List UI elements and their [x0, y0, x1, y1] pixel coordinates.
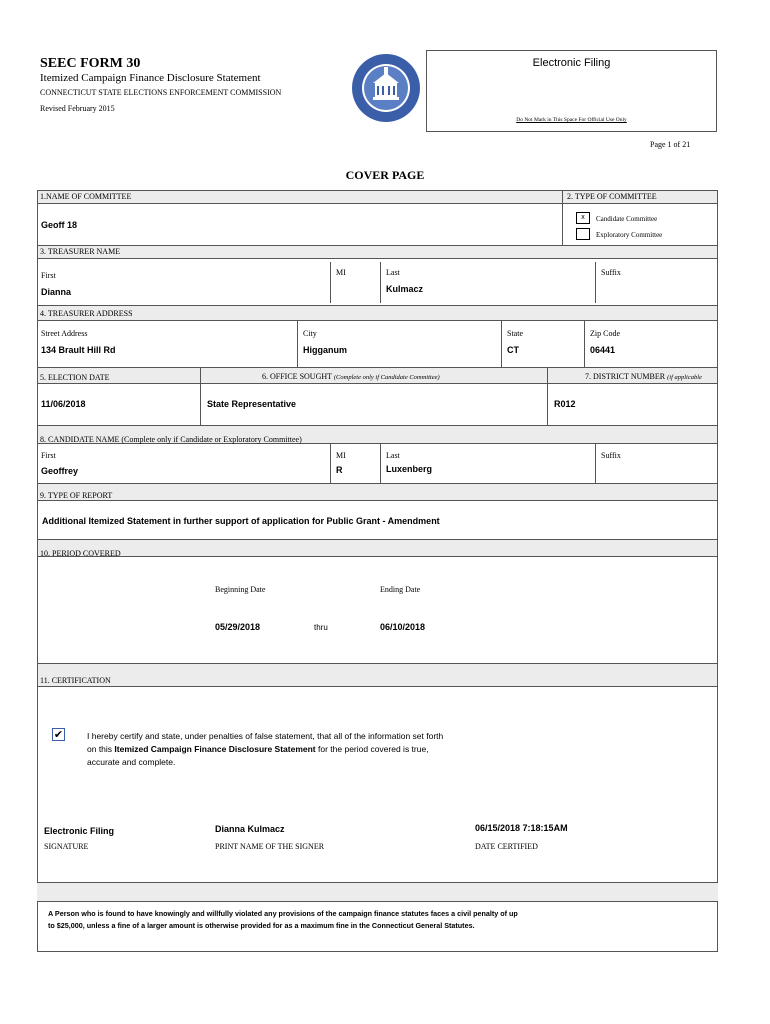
- official-use-box: [426, 50, 717, 132]
- report-type-label: 9. TYPE OF REPORT: [40, 491, 113, 500]
- office-sought-title: 6. OFFICE SOUGHT: [262, 372, 332, 381]
- certification-label: 11. CERTIFICATION: [40, 676, 111, 685]
- candidate-mi-label: MI: [336, 451, 346, 460]
- district-number-label: [585, 372, 702, 381]
- street-address-value: 134 Brault Hill Rd: [41, 345, 116, 355]
- signer-name-label: PRINT NAME OF THE SIGNER: [215, 842, 325, 851]
- committee-type-label: 2. TYPE OF COMMITTEE: [567, 192, 657, 201]
- district-number-title: 7. DISTRICT NUMBER: [585, 372, 666, 381]
- committee-name-value: Geoff 18: [41, 220, 78, 230]
- committee-name-label: 1.NAME OF COMMITTEE: [40, 192, 132, 201]
- election-date-label: 5. ELECTION DATE: [40, 373, 110, 382]
- official-use-note: Do Not Mark in This Space For Official Use Only: [516, 117, 627, 123]
- city-label: City: [303, 329, 317, 338]
- district-number-note: (if applicable: [667, 374, 702, 381]
- signer-name-value: Dianna Kulmacz: [215, 824, 285, 834]
- certification-checkbox[interactable]: ✔: [53, 728, 64, 741]
- candidate-suffix-label: Suffix: [601, 451, 621, 460]
- certification-line-3: accurate and complete.: [87, 757, 176, 767]
- certification-line-1: I hereby certify and state, under penalties of false statement, that all of the information set forth: [87, 731, 444, 741]
- signature-label: SIGNATURE: [44, 842, 89, 851]
- section-1-bar: [37, 190, 718, 204]
- footer-bar: [37, 882, 718, 902]
- candidate-mi-value: R: [336, 465, 343, 475]
- treasurer-last-value: Kulmacz: [386, 284, 424, 294]
- page-info: Page 1 of 21: [650, 140, 691, 149]
- office-sought-value: State Representative: [207, 399, 297, 409]
- candidate-first-label: First: [41, 451, 56, 460]
- thru-text: thru: [314, 623, 328, 632]
- zip-label: Zip Code: [590, 329, 620, 338]
- treasurer-address-label: 4. TREASURER ADDRESS: [40, 309, 133, 318]
- filing-box-title: Electronic Filing: [532, 57, 611, 69]
- report-type-value: Additional Itemized Statement in further support of application for Public Grant - Amendment: [42, 516, 440, 526]
- penalty-line-1: A Person who is found to have knowingly and willfully violated any provisions of the campaign finance statutes faces a civil penalty of up: [48, 909, 518, 918]
- zip-value: 06441: [590, 345, 616, 355]
- state-label: State: [507, 329, 523, 338]
- street-address-label: Street Address: [41, 329, 88, 338]
- candidate-committee-checkbox[interactable]: x: [576, 212, 590, 224]
- agency-name: CONNECTICUT STATE ELECTIONS ENFORCEMENT COMMISSION: [40, 88, 282, 97]
- election-date-value: 11/06/2018: [41, 399, 86, 409]
- exploratory-committee-label: Exploratory Committee: [596, 231, 663, 239]
- penalty-notice: [48, 908, 518, 932]
- penalty-line-2: to $25,000, unless a fine of a larger amount is otherwise provided for as a maximum fine in the Connecticut General Statutes.: [48, 921, 475, 930]
- office-sought-note: (Complete only if Candidate Committee): [333, 374, 440, 381]
- candidate-name-label: 8. CANDIDATE NAME (Complete only if Candidate or Exploratory Committee): [40, 435, 302, 444]
- candidate-last-label: Last: [386, 451, 400, 460]
- treasurer-suffix-label: Suffix: [601, 268, 621, 277]
- certification-statement: [87, 730, 443, 769]
- form-subtitle: Itemized Campaign Finance Disclosure Statement: [40, 72, 261, 84]
- beginning-date-label: Beginning Date: [215, 585, 266, 594]
- exploratory-committee-checkbox[interactable]: [576, 228, 590, 240]
- signature-value: Electronic Filing: [44, 826, 115, 836]
- section-11-bar: [37, 663, 718, 687]
- commission-seal: [351, 53, 421, 123]
- date-certified-value: 06/15/2018 7:18:15AM: [475, 823, 568, 833]
- section-10-bar: [37, 539, 718, 557]
- treasurer-first-label: First: [41, 271, 56, 280]
- section-8-bar: [37, 425, 718, 444]
- treasurer-last-label: Last: [386, 268, 400, 277]
- ending-date-label: Ending Date: [380, 585, 421, 594]
- candidate-last-value: Luxenberg: [386, 464, 433, 474]
- candidate-first-value: Geoffrey: [41, 466, 79, 476]
- office-sought-label: [262, 372, 440, 381]
- city-value: Higganum: [303, 345, 347, 355]
- treasurer-first-value: Dianna: [41, 287, 72, 297]
- treasurer-name-label: 3. TREASURER NAME: [40, 247, 121, 256]
- certification-line-2: on this Itemized Campaign Finance Disclosure Statement for the period covered is true,: [87, 744, 429, 754]
- district-number-value: R012: [554, 399, 576, 409]
- period-covered-label: 10. PERIOD COVERED: [40, 549, 121, 558]
- revised-date: Revised February 2015: [40, 104, 115, 113]
- section-4-bar: [37, 305, 718, 321]
- cover-page-title: COVER PAGE: [345, 168, 425, 182]
- section-3-bar: [37, 245, 718, 259]
- candidate-committee-label: Candidate Committee: [596, 215, 658, 223]
- beginning-date-value: 05/29/2018: [215, 622, 261, 632]
- state-value: CT: [507, 345, 519, 355]
- treasurer-mi-label: MI: [336, 268, 346, 277]
- date-certified-label: DATE CERTIFIED: [475, 842, 538, 851]
- section-5-7-bar: [37, 367, 718, 384]
- form-title: SEEC FORM 30: [40, 56, 141, 71]
- section-9-bar: [37, 483, 718, 501]
- ending-date-value: 06/10/2018: [380, 622, 426, 632]
